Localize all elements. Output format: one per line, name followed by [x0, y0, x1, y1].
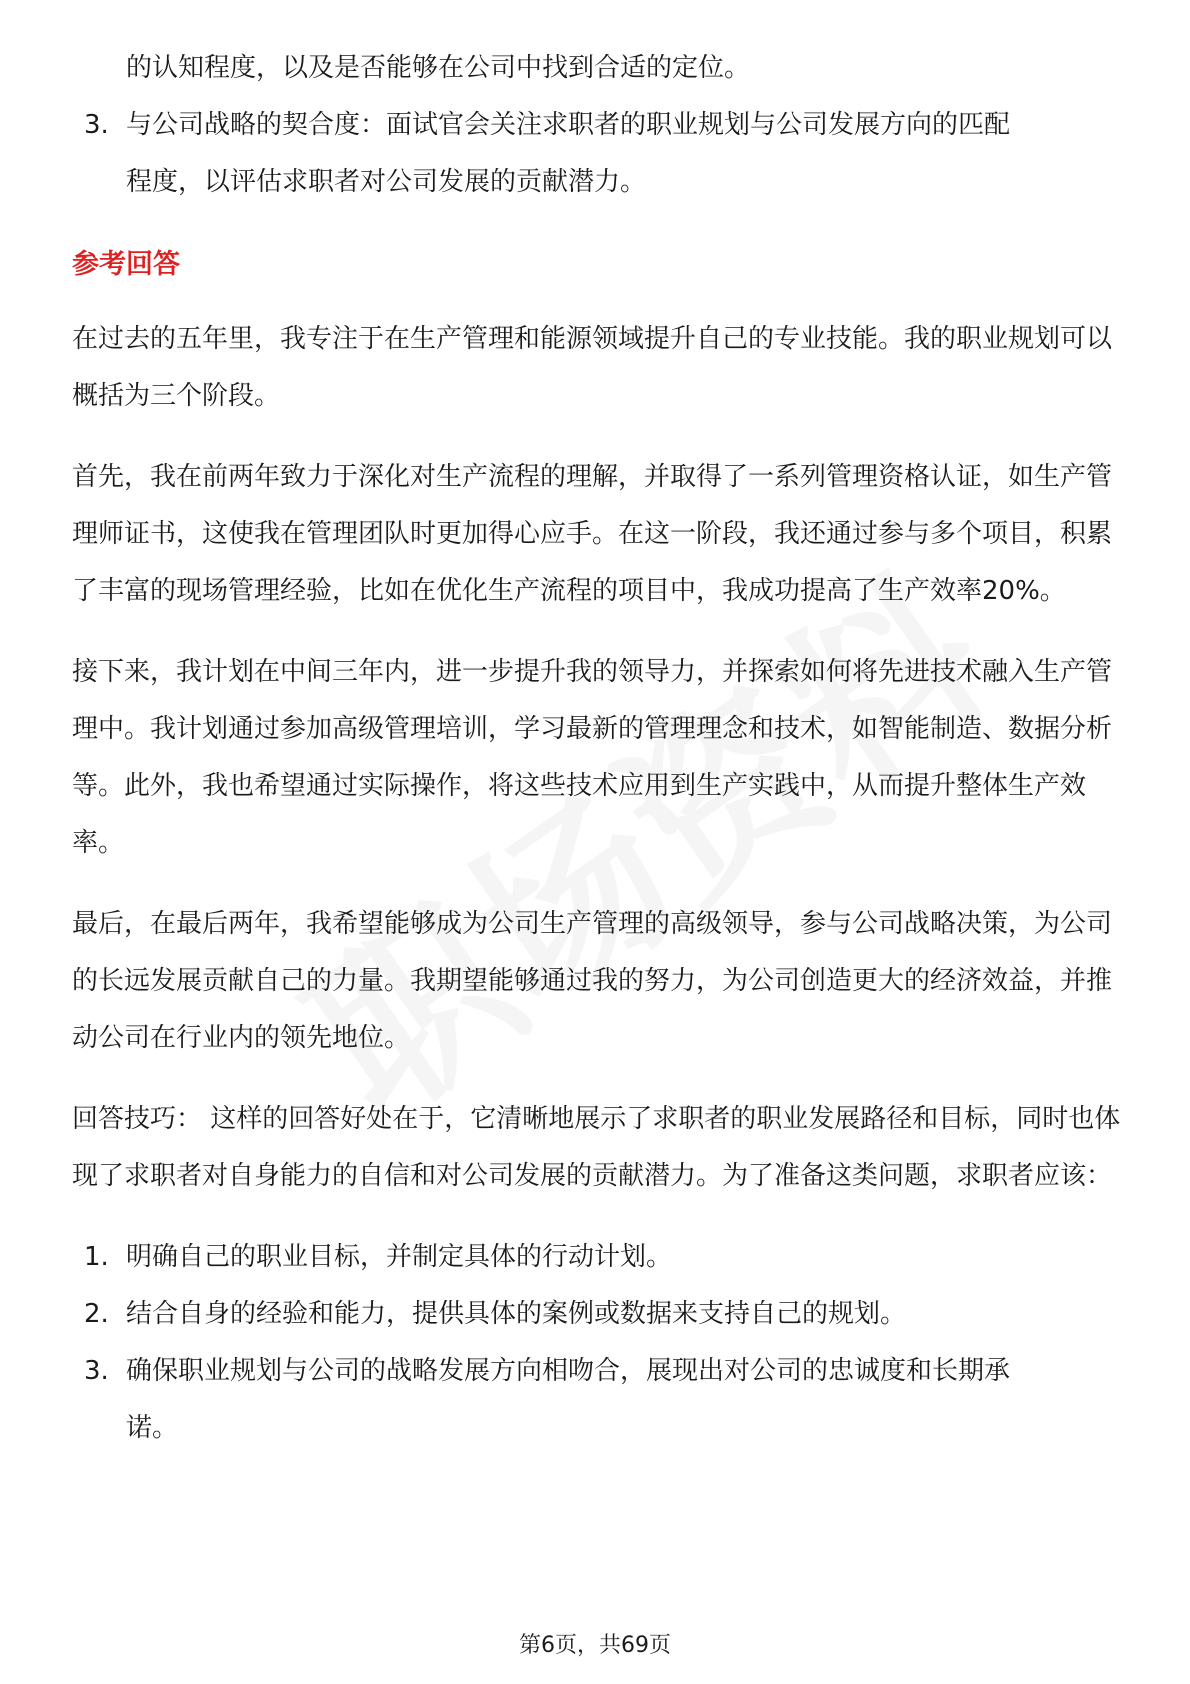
list-number: 3.: [84, 1356, 109, 1386]
list-item-continuation: 的认知程度，以及是否能够在公司中找到合适的定位。: [126, 53, 751, 83]
page-number: 第6页，共69页: [519, 1633, 671, 1658]
list-item: [72, 1286, 1122, 1343]
paragraph: 接下来，我计划在中间三年内，进一步提升我的领导力，并探索如何将先进技术融入生产管理中。我计划通过参加高级管理培训，学习最新的管理理念和技术，如智能制造、数据分析等。此外，我也希望通过实际操作，将这些技术应用到生产实践中，从而提升整体生产效率。: [72, 657, 1113, 858]
list-number: 3.: [84, 110, 109, 140]
criteria-list: [72, 97, 1122, 211]
paragraph: 最后，在最后两年，我希望能够成为公司生产管理的高级领导，参与公司战略决策，为公司的长远发展贡献自己的力量。我期望能够通过我的努力，为公司创造更大的经济效益，并推动公司在行业内的领先地位。: [72, 909, 1113, 1053]
list-item-line: 结合自身的经验和能力，提供具体的案例或数据来支持自己的规划。: [126, 1299, 907, 1329]
tips-list: [72, 1229, 1122, 1457]
paragraph: 首先，我在前两年致力于深化对生产流程的理解，并取得了一系列管理资格认证，如生产管理师证书，这使我在管理团队时更加得心应手。在这一阶段，我还通过参与多个项目，积累了丰富的现场管理经验，比如在优化生产流程的项目中，我成功提高了生产效率20%。: [72, 462, 1113, 606]
list-item-line: 确保职业规划与公司的战略发展方向相吻合，展现出对公司的忠诚度和长期承: [126, 1356, 1011, 1386]
list-item-line: 与公司战略的契合度：面试官会关注求职者的职业规划与公司发展方向的匹配: [126, 110, 1011, 140]
list-item-line: 明确自己的职业目标，并制定具体的行动计划。: [126, 1242, 673, 1272]
list-number: 1.: [84, 1242, 109, 1272]
list-number: 2.: [84, 1299, 109, 1329]
paragraph: 在过去的五年里，我专注于在生产管理和能源领域提升自己的专业技能。我的职业规划可以概括为三个阶段。: [72, 324, 1113, 411]
list-item: [72, 1229, 1122, 1286]
list-item-line: 程度，以评估求职者对公司发展的贡献潜力。: [126, 167, 647, 197]
list-item: [72, 97, 1122, 211]
list-item-line: 诺。: [126, 1413, 179, 1443]
section-heading: 参考回答: [72, 249, 180, 280]
answer-tips-paragraph: 回答技巧： 这样的回答好处在于，它清晰地展示了求职者的职业发展路径和目标，同时也体现了求职者对自身能力的自信和对公司发展的贡献潜力。为了准备这类问题，求职者应该：: [72, 1104, 1121, 1191]
page-content: [72, 40, 1122, 1457]
list-item: [72, 1343, 1122, 1457]
